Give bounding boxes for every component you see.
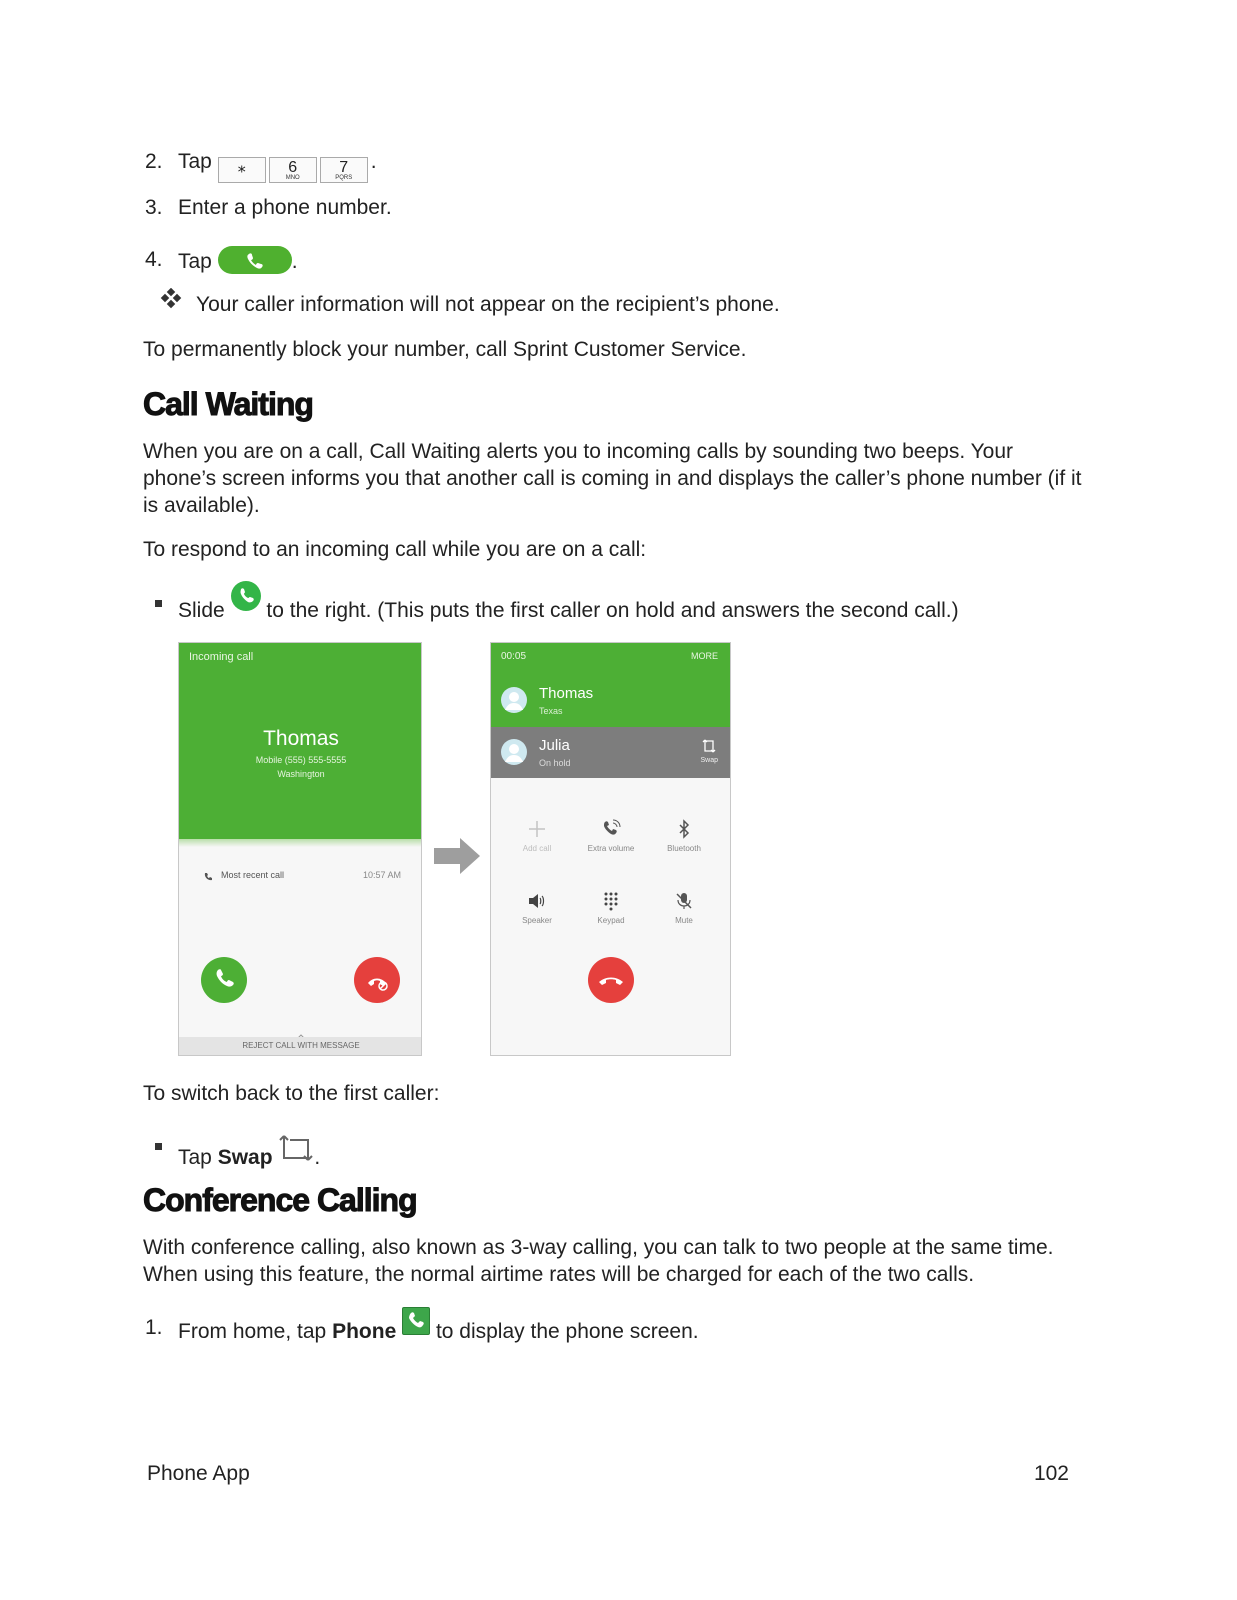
bluetooth-label: Bluetooth <box>667 844 701 853</box>
step-number: 4. <box>145 248 163 271</box>
extra-volume-control[interactable] <box>581 819 641 853</box>
conference-step-bold: Phone <box>332 1320 397 1343</box>
extra-volume-icon <box>601 819 621 839</box>
page-number: 102 <box>1033 1462 1069 1485</box>
speaker-label: Speaker <box>522 916 552 925</box>
swap-icon <box>278 1132 314 1169</box>
step-2-line <box>178 148 377 183</box>
answer-call-icon <box>231 581 261 611</box>
step-4-end: . <box>291 250 298 273</box>
note-icon <box>160 288 182 315</box>
respond-intro-text: To respond to an incoming call while you are on a call: <box>143 538 647 561</box>
phone-app-icon <box>402 1307 430 1335</box>
step-number: 1. <box>145 1316 163 1339</box>
step-number: 3. <box>145 196 163 219</box>
key-6-icon: 6 MNO <box>269 157 317 183</box>
speaker-control[interactable] <box>517 891 557 925</box>
incoming-call-header <box>179 643 422 843</box>
conference-calling-heading: Conference Calling <box>143 1182 417 1218</box>
bullet-marker <box>155 600 162 607</box>
bluetooth-control[interactable] <box>659 819 709 853</box>
slide-pre: Slide <box>178 599 225 622</box>
avatar <box>501 687 527 713</box>
avatar <box>501 739 527 765</box>
speaker-icon <box>527 891 547 911</box>
key-star-icon: ⁎ <box>218 157 266 183</box>
recent-call-time: 10:57 AM <box>362 870 401 880</box>
more-menu[interactable]: MORE <box>691 651 718 661</box>
note-text: Your caller information will not appear on the recipient’s phone. <box>196 293 780 316</box>
conference-step-post: to display the phone screen. <box>435 1320 699 1343</box>
mute-icon <box>674 891 694 911</box>
keypad-label: Keypad <box>597 916 625 925</box>
add-call-control[interactable] <box>517 819 557 853</box>
caller-number: Mobile (555) 555-5555 <box>255 755 347 765</box>
call-on-hold-screen <box>490 642 731 1056</box>
answer-button[interactable] <box>201 957 247 1003</box>
switch-back-text: To switch back to the first caller: <box>143 1082 440 1105</box>
held-caller-name: Julia <box>539 737 570 754</box>
extra-volume-label: Extra volume <box>587 844 635 853</box>
incoming-call-screen <box>178 642 422 1056</box>
right-arrow-icon <box>434 836 482 881</box>
step-2-text: Tap <box>178 150 212 173</box>
swap-bullet-line <box>178 1132 320 1171</box>
recent-call-label: Most recent call <box>221 870 285 880</box>
active-call-header <box>491 643 731 727</box>
decline-button[interactable] <box>354 957 400 1003</box>
held-call-row <box>491 727 731 778</box>
call-waiting-heading: Call Waiting <box>143 386 313 422</box>
step-number: 2. <box>145 150 163 173</box>
plus-icon <box>527 819 547 839</box>
held-status: On hold <box>539 758 571 768</box>
mute-control[interactable] <box>663 891 705 925</box>
call-button-icon <box>218 246 292 274</box>
bluetooth-icon <box>674 819 694 839</box>
conference-paragraph: With conference calling, also known as 3-way calling, you can talk to two people at the same time. When using this feature, the normal airtime rates will be charged for each of the two calls. <box>143 1236 1054 1286</box>
keypad-icon <box>601 891 621 911</box>
call-waiting-paragraph: When you are on a call, Call Waiting alerts you to incoming calls by sounding two beeps. Your phone’s screen informs you that another call is coming in and displays the caller’s phone number (if it is available). <box>143 440 1082 517</box>
permanent-block-text: To permanently block your number, call Sprint Customer Service. <box>143 338 747 361</box>
call-timer: 00:05 <box>501 651 527 662</box>
step-4-text: Tap <box>178 250 212 273</box>
conference-step-pre: From home, tap <box>178 1320 327 1343</box>
end-call-button[interactable] <box>588 957 634 1003</box>
swap-bold: Swap <box>217 1146 273 1169</box>
key-7-icon: 7 PQRS <box>320 157 368 183</box>
swap-end: . <box>314 1146 321 1169</box>
step-4-line <box>178 246 298 275</box>
keypad-control[interactable] <box>589 891 633 925</box>
caller-name: Thomas <box>263 727 339 750</box>
status-label: Incoming call <box>189 651 254 663</box>
swap-icon <box>702 739 716 753</box>
active-caller-name: Thomas <box>539 685 594 702</box>
swap-label: Swap <box>700 757 718 764</box>
phone-small-icon <box>203 869 213 887</box>
slide-post: to the right. (This puts the first caller on hold and answers the second call.) <box>266 599 959 622</box>
active-caller-location: Texas <box>539 706 563 716</box>
swap-pre: Tap <box>178 1146 212 1169</box>
slide-bullet-line <box>178 589 959 624</box>
wave-divider <box>179 839 422 847</box>
reject-with-message-bar[interactable]: REJECT CALL WITH MESSAGE <box>179 1037 422 1055</box>
footer-section: Phone App <box>147 1462 250 1485</box>
conference-step-1-line <box>178 1313 699 1345</box>
caller-location: Washington <box>277 769 325 779</box>
step-2-end: . <box>370 150 377 173</box>
bullet-marker <box>155 1143 162 1150</box>
mute-label: Mute <box>675 916 693 925</box>
swap-button[interactable] <box>702 739 716 758</box>
add-call-label: Add call <box>522 844 552 853</box>
step-3-text: Enter a phone number. <box>178 196 392 219</box>
